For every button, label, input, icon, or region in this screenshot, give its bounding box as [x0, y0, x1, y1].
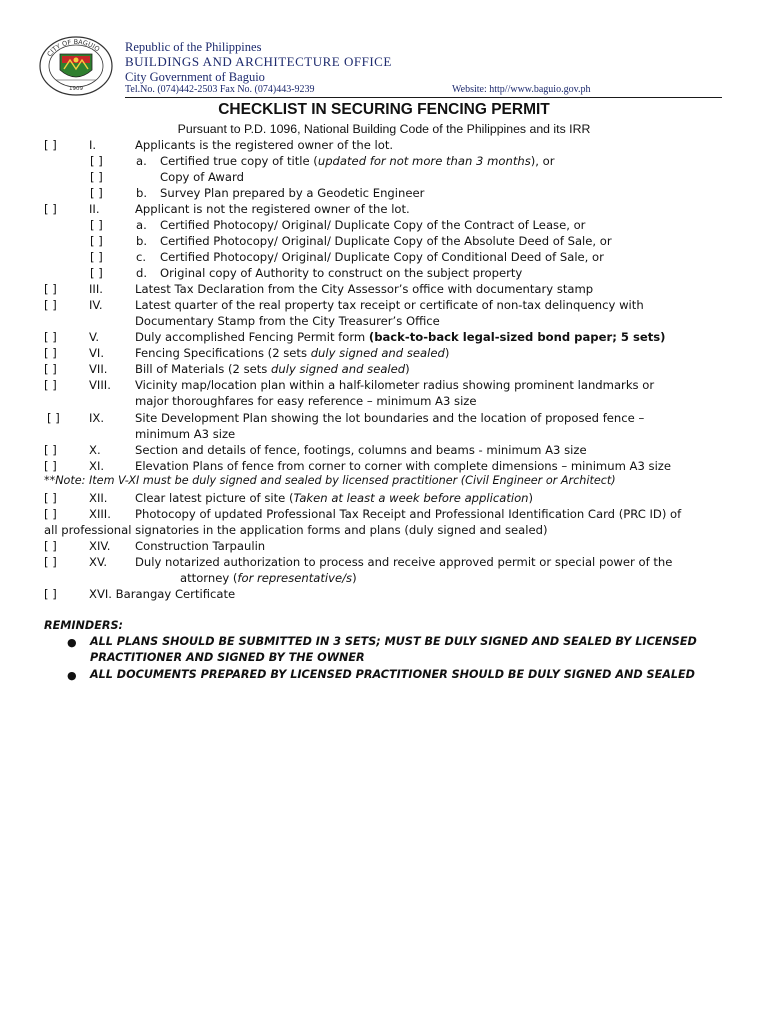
- checkbox[interactable]: [ ]: [44, 555, 57, 569]
- item-text: Duly notarized authorization to process and receive approved permit or special power of the: [135, 555, 673, 569]
- item-text: major thoroughfares for easy reference – minimum A3 size: [135, 394, 477, 408]
- checkbox[interactable]: [ ]: [44, 330, 57, 344]
- checkbox[interactable]: [ ]: [90, 234, 103, 248]
- checkbox[interactable]: [ ]: [44, 138, 57, 152]
- item-text: Survey Plan prepared by a Geodetic Engineer: [160, 186, 425, 200]
- item-number: II.: [89, 202, 100, 216]
- checkbox[interactable]: [ ]: [90, 186, 103, 200]
- checkbox[interactable]: [ ]: [90, 250, 103, 264]
- item-text: Photocopy of updated Professional Tax Receipt and Professional Identification Card (PRC ID) of: [135, 507, 682, 521]
- item-text: Certified Photocopy/ Original/ Duplicate Copy of the Absolute Deed of Sale, or: [160, 234, 612, 248]
- item-text: Copy of Award: [160, 170, 244, 184]
- item-text: Certified Photocopy/ Original/ Duplicate Copy of the Contract of Lease, or: [160, 218, 586, 232]
- bullet-icon: ●: [67, 636, 77, 649]
- checkbox[interactable]: [ ]: [90, 266, 103, 280]
- item-text: Latest Tax Declaration from the City Assessor’s office with documentary stamp: [135, 282, 594, 296]
- item-text: Certified true copy of title (updated for not more than 3 months), or: [160, 154, 555, 168]
- item-number: III.: [89, 282, 103, 296]
- city-of-baguio-seal: [38, 36, 114, 96]
- item-number: IV.: [89, 298, 103, 312]
- checkbox[interactable]: [ ]: [90, 218, 103, 232]
- checkbox[interactable]: [ ]: [47, 411, 60, 425]
- checkbox[interactable]: [ ]: [44, 346, 57, 360]
- checkbox[interactable]: [ ]: [44, 298, 57, 312]
- checkbox[interactable]: [ ]: [44, 539, 57, 553]
- item-text: XVI. Barangay Certificate: [89, 587, 236, 601]
- item-text: Section and details of fence, footings, columns and beams - minimum A3 size: [135, 443, 587, 457]
- seal-top-text: CITY OF BAGUIO: [45, 37, 102, 59]
- checkbox[interactable]: [ ]: [44, 378, 57, 392]
- item-text: Clear latest picture of site (Taken at least a week before application): [135, 491, 534, 505]
- item-number: XIII.: [89, 507, 111, 521]
- item-number: V.: [89, 330, 100, 344]
- header-contact-numbers: Tel.No. (074)442-2503 Fax No. (074)443-9239: [125, 84, 315, 95]
- seal-year: 1909: [69, 86, 83, 92]
- item-text: Fencing Specifications (2 sets duly signed and sealed): [135, 346, 450, 360]
- reminder-1-line-1: ALL PLANS SHOULD BE SUBMITTED IN 3 SETS; MUST BE DULY SIGNED AND SEALED BY LICENSED: [90, 635, 697, 648]
- item-number: VI.: [89, 346, 105, 360]
- header-website: Website: http//www.baguio.gov.ph: [452, 84, 591, 95]
- checkbox[interactable]: [ ]: [44, 202, 57, 216]
- item-text: Vicinity map/location plan within a half-kilometer radius showing prominent landmarks or: [135, 378, 655, 392]
- header-city-government: City Government of Baguio: [125, 70, 265, 84]
- checkbox[interactable]: [ ]: [44, 507, 57, 521]
- header-republic: Republic of the Philippines: [125, 40, 262, 54]
- item-text: all professional signatories in the application forms and plans (duly signed and sealed): [44, 523, 548, 537]
- header-office-name: BUILDINGS AND ARCHITECTURE OFFICE: [125, 54, 392, 69]
- item-letter: b.: [136, 186, 148, 200]
- item-letter: a.: [136, 218, 147, 232]
- item-number: IX.: [89, 411, 105, 425]
- reminder-1-line-2: PRACTITIONER AND SIGNED BY THE OWNER: [90, 651, 365, 664]
- item-text: Certified Photocopy/ Original/ Duplicate Copy of Conditional Deed of Sale, or: [160, 250, 604, 264]
- reminders-heading: REMINDERS:: [44, 619, 123, 632]
- item-number: XII.: [89, 491, 108, 505]
- checkbox[interactable]: [ ]: [90, 170, 103, 184]
- item-letter: c.: [136, 250, 147, 264]
- item-text: Elevation Plans of fence from corner to corner with complete dimensions – minimum A3 size: [135, 459, 672, 473]
- header-rule: [125, 97, 722, 98]
- checkbox[interactable]: [ ]: [44, 362, 57, 376]
- item-text: Bill of Materials (2 sets duly signed and sealed): [135, 362, 410, 376]
- item-text: Original copy of Authority to construct on the subject property: [160, 266, 523, 280]
- reminder-2: ALL DOCUMENTS PREPARED BY LICENSED PRACTITIONER SHOULD BE DULY SIGNED AND SEALED: [90, 668, 695, 681]
- document-subtitle: Pursuant to P.D. 1096, National Building Code of the Philippines and its IRR: [177, 122, 591, 136]
- bullet-icon: ●: [67, 669, 77, 682]
- item-text: minimum A3 size: [135, 427, 236, 441]
- item-text: attorney (for representative/s): [180, 571, 357, 585]
- item-number: VII.: [89, 362, 108, 376]
- item-number: X.: [89, 443, 101, 457]
- item-text: Documentary Stamp from the City Treasurer’s Office: [135, 314, 440, 328]
- item-letter: b.: [136, 234, 148, 248]
- item-number: VIII.: [89, 378, 111, 392]
- item-number: I.: [89, 138, 97, 152]
- document-title: CHECKLIST IN SECURING FENCING PERMIT: [218, 101, 550, 118]
- note-text: **Note: Item V-XI must be duly signed and sealed by licensed practitioner (Civil Engineer or Architect): [44, 474, 616, 487]
- item-text: Duly accomplished Fencing Permit form (back-to-back legal-sized bond paper; 5 sets): [135, 330, 666, 344]
- item-text: Applicants is the registered owner of the lot.: [135, 138, 394, 152]
- checkbox[interactable]: [ ]: [90, 154, 103, 168]
- item-number: XI.: [89, 459, 105, 473]
- checkbox[interactable]: [ ]: [44, 491, 57, 505]
- checkbox[interactable]: [ ]: [44, 282, 57, 296]
- item-letter: d.: [136, 266, 148, 280]
- item-number: XV.: [89, 555, 108, 569]
- item-text: Latest quarter of the real property tax receipt or certificate of non-tax delinquency with: [135, 298, 644, 312]
- item-number: XIV.: [89, 539, 111, 553]
- checkbox[interactable]: [ ]: [44, 459, 57, 473]
- checkbox[interactable]: [ ]: [44, 587, 57, 601]
- item-letter: a.: [136, 154, 147, 168]
- item-text: Applicant is not the registered owner of the lot.: [135, 202, 410, 216]
- checkbox[interactable]: [ ]: [44, 443, 57, 457]
- item-text: Construction Tarpaulin: [135, 539, 266, 553]
- item-text: Site Development Plan showing the lot boundaries and the location of proposed fence –: [135, 411, 645, 425]
